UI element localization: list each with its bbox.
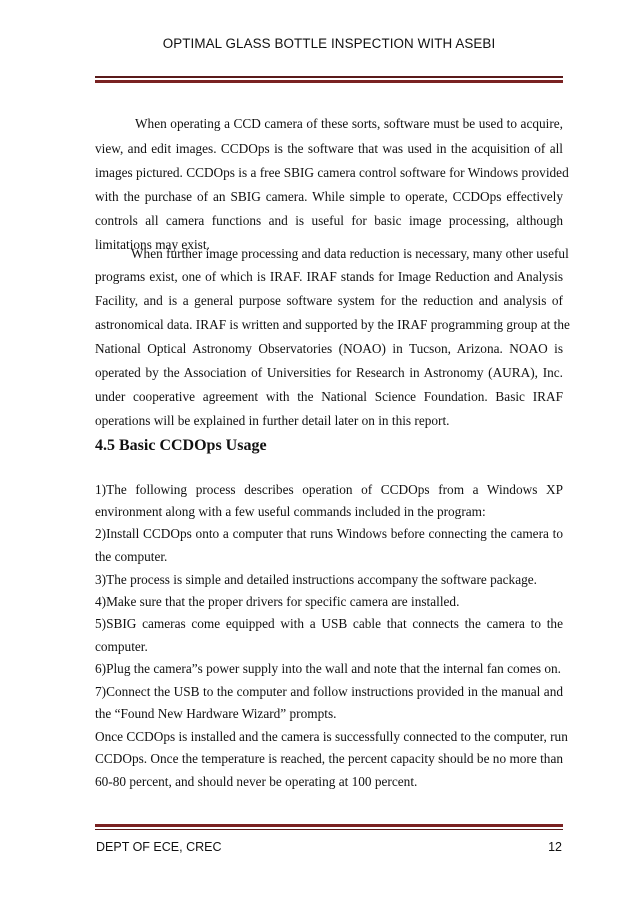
footer-department: DEPT OF ECE, CREC	[96, 840, 222, 854]
list-item: 2)Install CCDOps onto a computer that runs Windows before connecting the camera to	[95, 526, 563, 541]
list-item: 5)SBIG cameras come equipped with a USB cable that connects the camera to the	[95, 616, 563, 631]
paragraph-line: When further image processing and data reduction is necessary, many other useful	[131, 246, 569, 261]
paragraph-line: under cooperative agreement with the National Science Foundation. Basic IRAF	[95, 389, 563, 404]
list-item: computer.	[95, 639, 148, 654]
footer-rule-thick	[95, 824, 563, 827]
paragraph-line: view, and edit images. CCDOps is the software that was used in the acquisition of all	[95, 141, 563, 156]
paragraph-line: programs exist, one of which is IRAF. IRAF stands for Image Reduction and Analysis	[95, 269, 563, 284]
footer-rule-thin	[95, 829, 563, 830]
list-item: 7)Connect the USB to the computer and follow instructions provided in the manual and	[95, 684, 563, 699]
list-item: the computer.	[95, 549, 168, 564]
paragraph-line: operations will be explained in further detail later on in this report.	[95, 413, 450, 428]
paragraph-line: images pictured. CCDOps is a free SBIG camera control software for Windows provided	[95, 165, 569, 180]
list-item: Once CCDOps is installed and the camera is successfully connected to the computer, run	[95, 729, 568, 744]
list-item: environment along with a few useful commands included in the program:	[95, 504, 486, 519]
header-rule-thick	[95, 80, 563, 83]
list-item: 3)The process is simple and detailed instructions accompany the software package.	[95, 572, 537, 587]
paragraph-line: Facility, and is a general purpose software system for the reduction and analysis of	[95, 293, 563, 308]
page-header-title: OPTIMAL GLASS BOTTLE INSPECTION WITH ASEBI	[162, 36, 496, 51]
list-item: CCDOps. Once the temperature is reached, the percent capacity should be no more than	[95, 751, 563, 766]
list-item: 6)Plug the camera”s power supply into the wall and note that the internal fan comes on.	[95, 661, 561, 676]
list-item: 60-80 percent, and should never be operating at 100 percent.	[95, 774, 418, 789]
page-number: 12	[548, 840, 562, 854]
paragraph-line: When operating a CCD camera of these sorts, software must be used to acquire,	[135, 116, 563, 131]
paragraph-line: operated by the Association of Universities for Research in Astronomy (AURA), Inc.	[95, 365, 563, 380]
paragraph-line: with the purchase of an SBIG camera. While simple to operate, CCDOps effectively	[95, 189, 563, 204]
paragraph-line: controls all camera functions and is useful for basic image processing, although	[95, 213, 563, 228]
header-rule-thin	[95, 76, 563, 78]
list-item: 1)The following process describes operation of CCDOps from a Windows XP	[95, 482, 563, 497]
paragraph-line: astronomical data. IRAF is written and supported by the IRAF programming group at the	[95, 317, 570, 332]
list-item: 4)Make sure that the proper drivers for specific camera are installed.	[95, 594, 460, 609]
section-heading: 4.5 Basic CCDOps Usage	[95, 437, 267, 454]
paragraph-line: limitations may exist.	[95, 237, 210, 252]
paragraph-line: National Optical Astronomy Observatories (NOAO) in Tucson, Arizona. NOAO is	[95, 341, 563, 356]
list-item: the “Found New Hardware Wizard” prompts.	[95, 706, 337, 721]
